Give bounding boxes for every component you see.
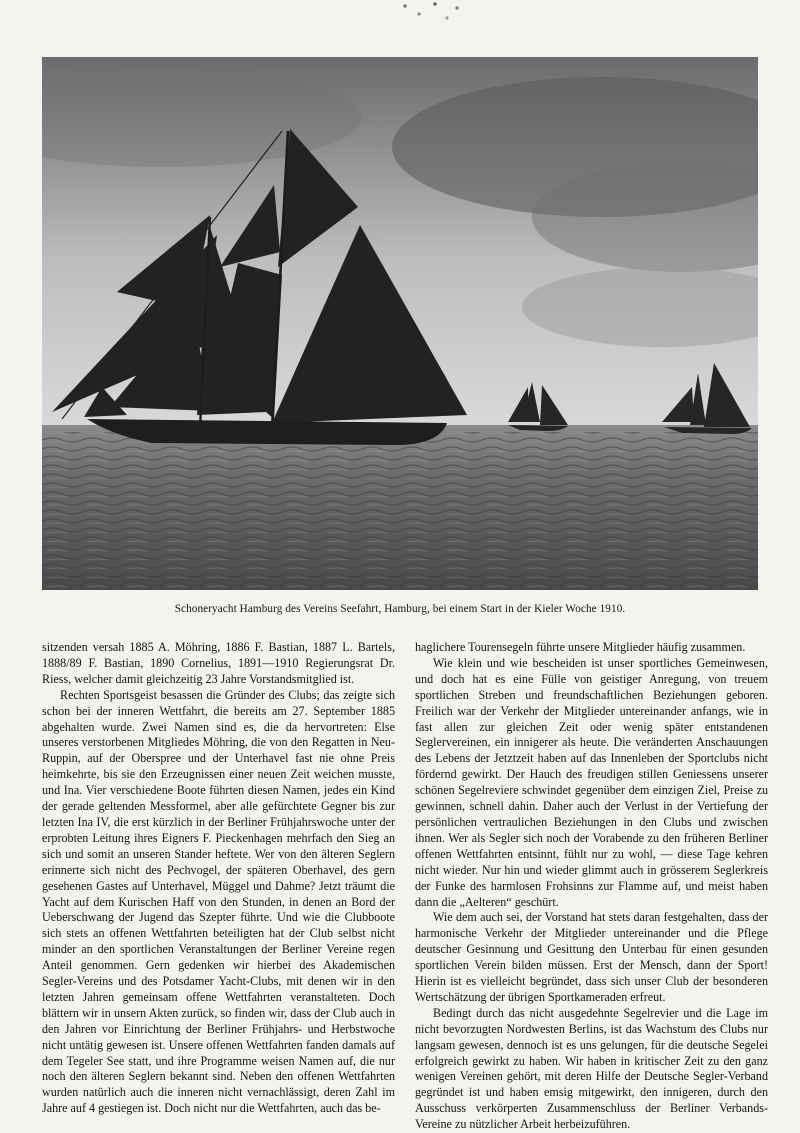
paragraph: Wie dem auch sei, der Vorstand hat stets daran festgehalten, dass der harmonische Verkehr der Mitglieder untereinander und die Pflege deutscher Gesinnung und Gesittung den Unterbau für einen gesunden sportlichen Verein bilden müssen. Erst der Mensch, dann der Sport! Hierin ist es vielleicht begründet, dass sich unser Club der besonderen Wertschätzung der übrigen Sportkameraden erfreut. [415,910,768,1004]
text-column-left [42,640,395,1117]
paragraph: sitzenden versah 1885 A. Möhring, 1886 F. Bastian, 1887 L. Bartels, 1888/89 F. Bastian, 1890 Cornelius, 1891—1910 Regierungsrat Dr. Riess, welcher damit gleichzeitig 23 Jahre Vorstandsmitglied ist. [42,640,395,686]
photo-caption: Schoneryacht Hamburg des Vereins Seefahrt, Hamburg, bei einem Start in der Kieler Woche 1910. [174,603,626,615]
paragraph: Wie klein und wie bescheiden ist unser sportliches Gemeinwesen, und doch hat es eine Fülle von geistiger Anregung, von treuem sportlichen Streben und freundschaftlichen Beziehungen geboren. Freilich war der Verkehr der Mitglieder untereinander anfangs, wie in fast allen zur gleichen Zeit oder wenig später entstandenen Seglervereinen, ein innigerer als heute. Die veränderten Anschauungen des Lebens der Jetztzeit haben auf das Innenleben der Sportclubs nicht fördernd gewirkt. Der Hauch des freudigen stillen Geniessens unserer schönen Segelreviere schwindet gegenüber dem einzigen Ziel, Preise zu gewinnen, schnell dahin. Daher auch der Verlust in der Vertiefung der persönlichen vertraulichen Beziehungen in den Clubs und zwischen ihnen. Wer als Segler sich noch der Vorabende zu den früheren Berliner offenen Wettfahrten entsinnt, fühlt nur zu wohl, — diese Tage kehren nicht wieder. Nur hin und wieder glimmt auch in grösserem Seglerkreis der Funke des harmlosen Frohsinns zur Flamme auf, und meist haben dann die „Aelteren“ geschürt. [415,655,768,909]
paragraph: haglichere Tourensegeln führte unsere Mitglieder häufig zusammen. [415,640,746,654]
print-specks [395,0,465,30]
yacht-photograph [42,57,758,590]
paragraph: Bedingt durch das nicht ausgedehnte Segelrevier und die Lage im nicht bevorzugten Nordwesten Berlins, ist das Wachstum des Clubs nur langsam gewesen, dennoch ist es uns gelungen, für die deutsche Segelei erfolgreich gewirkt zu haben. Wir haben in kritischer Zeit zu den ganz wenigen Vereinen gehört, mit deren Hilfe der Deutsche Segler-Verband gegründet ist und haben emsig mitgewirkt, den innigeren, durch den Ausschuss verkörperten Zusammenschluss der Berliner Verbands-Vereine zu nützlicher Arbeit herbeizuführen. [415,1005,768,1132]
paragraph: Rechten Sportsgeist besassen die Gründer des Clubs; das zeigte sich schon bei der inneren Wettfahrt, die bereits am 27. September 1885 abgehalten wurde. Zwei Namen sind es, die da hervortreten: Else unseres verstorbenen Mitgliedes Möhring, die von den Regatten in Neu-Ruppin, auf der Oberspree und der Unterhavel fast nie ohne Preis heimkehrte, bis sie den Erzeugnissen einer neuen Zeit weichen musste, und Ina. Vier verschiedene Boote führten diesen Namen, jedes ein Kind der gerade geltenden Messformel, aber alle gefürchtete Gegner bis zur letzten Ina IV, die erst kürzlich in der Berliner Frühjahrswoche unter der erprobten Leitung ihres Eigners F. Pieckenhagen mehrfach den Sieg an sich und somit an unseren Stander heftete. Wer von den älteren Seglern erinnerte sich nicht des Pechvogel, der späteren Oberhavel, des gern gesehenen Gastes auf Unterhavel, Müggel und Dahme? Jetzt träumt die Yacht auf dem Kurischen Haff von den Stunden, in denen an Bord der Ueberschwang der Jugend das Szepter führte. Und wie die Clubboote sich stets an offenen Wettfahrten beteiligten hat der Club selbst nicht minder an den sportlichen Veranstaltungen der Berliner Vereine regen Anteil genommen. Gern gedenken wir hierbei des Akademischen Segler-Vereins und des Potsdamer Yacht-Clubs, mit denen wir in den letzten Jahren gemeinsam offene Wettfahrten veranstalteten. Doch blättern wir in unsern Akten zurück, so finden wir, dass der Club auch in den Jahren vor Einrichtung der Berliner Frühjahrs- und Herbstwoche nicht untätig gewesen ist. Unsere offenen Wettfahrten fanden damals auf dem Tegeler See statt, und ihre Programme weisen Namen auf, die nur noch den älteren Seglern bekannt sind. Neben den offenen Wettfahrten wurden natürlich auch die inneren nicht vernachlässigt, deren Zahl im Jahre auf 4 gestiegen ist. Doch nicht nur die Wettfahrten, auch das be- [42,687,395,1116]
text-column-right [415,640,768,1133]
